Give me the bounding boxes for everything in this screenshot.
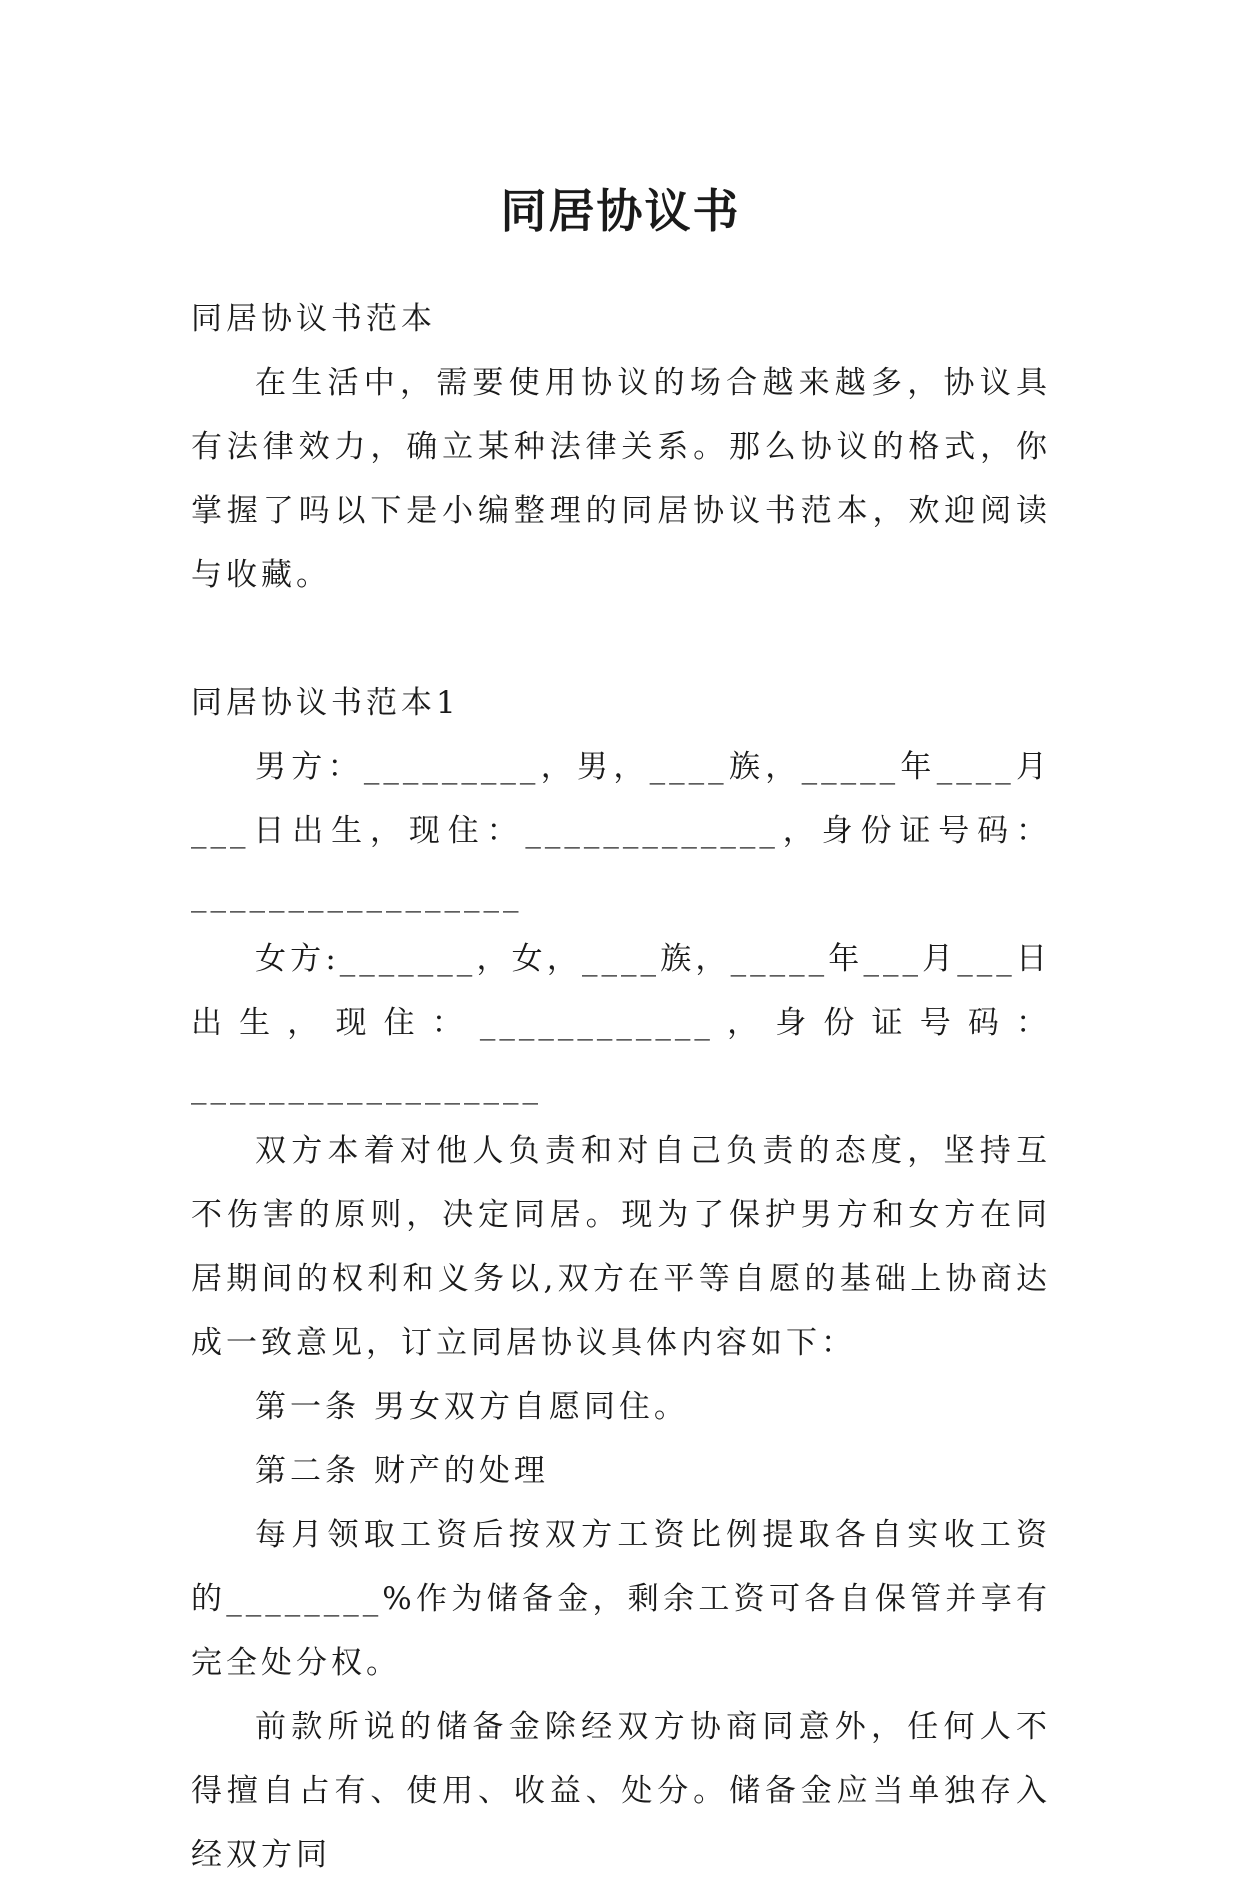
intro-paragraph: 在生活中，需要使用协议的场合越来越多，协议具有法律效力，确立某种法律关系。那么协议的格式，你掌握了吗以下是小编整理的同居协议书范本，欢迎阅读与收藏。 [191,365,1051,593]
agreement-preamble: 双方本着对他人负责和对自己负责的态度，坚持互不伤害的原则，决定同居。现为了保护男方和女方在同居期间的权利和义务以,双方在平等自愿的基础上协商达成一致意见，订立同居协议具体内容如下： [191,1133,1051,1361]
reserve-fund-clause: 前款所说的储备金除经双方协商同意外，任何人不得擅自占有、使用、收益、处分。储备金应当单独存入经双方同 [191,1709,1051,1873]
document-body [191,287,1051,1887]
male-party-paragraph: 男方：_________，男，____族，_____年____月___日出生，现住：_____________，身份证号码：_________________ [191,749,1051,913]
salary-clause: 每月领取工资后按双方工资比例提取各自实收工资的________%作为储备金，剩余工资可各自保管并享有完全处分权。 [191,1517,1051,1681]
sample-heading: 同居协议书范本1 [191,685,460,721]
section-heading: 同居协议书范本 [191,301,436,337]
female-party-paragraph: 女方:_______，女，____族，_____年___月___日出生，现住：____________，身份证号码：__________________ [191,941,1051,1105]
paragraph-gap [191,607,1051,671]
article-two-heading: 第二条 财产的处理 [255,1453,549,1489]
document-title: 同居协议书 [500,183,741,238]
article-one: 第一条 男女双方自愿同住。 [255,1389,689,1425]
